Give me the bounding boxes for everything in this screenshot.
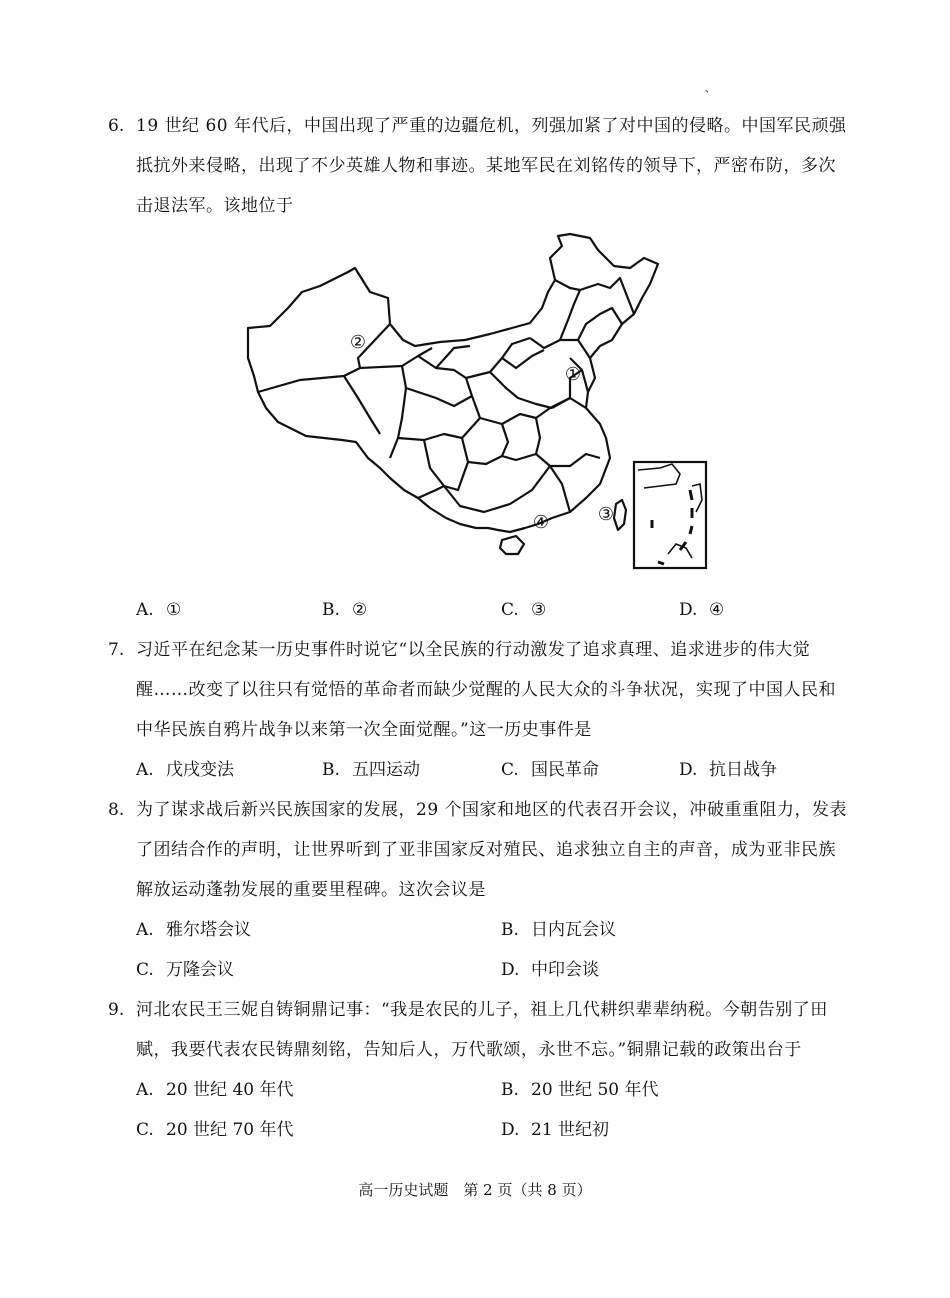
map-marker-4: ④ xyxy=(532,512,550,533)
option-d[interactable]: D. 抗日战争 xyxy=(679,760,777,780)
option-c[interactable]: C. 国民革命 xyxy=(501,760,599,780)
option-a[interactable]: A. 戊戌变法 xyxy=(136,760,234,780)
south-china-sea-inset xyxy=(634,462,706,568)
option-a[interactable]: A. 雅尔塔会议 xyxy=(136,920,251,940)
option-d[interactable]: D. ④ xyxy=(679,600,725,620)
question-stem: 河北农民王三妮自铸铜鼎记事：“我是农民的儿子，祖上几代耕织辈辈纳税。今朝告别了田赋，我要代表农民铸鼎刻铭，告知后人，万代歌颂，永世不忘。”铜鼎记载的政策出台于 xyxy=(136,1000,828,1060)
page-footer: 高一历史试题 第 2 页（共 8 页） xyxy=(358,1181,592,1199)
option-d[interactable]: D. 21 世纪初 xyxy=(501,1120,610,1140)
question-7 xyxy=(108,630,848,750)
question-number: 8. xyxy=(108,800,125,820)
option-a[interactable]: A. 20 世纪 40 年代 xyxy=(136,1080,294,1100)
option-c[interactable]: C. 万隆会议 xyxy=(136,960,234,980)
q9-options-row1 xyxy=(136,1070,856,1110)
question-stem: 19 世纪 60 年代后，中国出现了严重的边疆危机，列强加紧了对中国的侵略。中国军民顽强抵抗外来侵略，出现了不少英雄人物和事迹。某地军民在刘铭传的领导下，严密布防，多次击退法军。该地位于 xyxy=(136,116,847,216)
question-stem: 为了谋求战后新兴民族国家的发展，29 个国家和地区的代表召开会议，冲破重重阻力，发表了团结合作的声明，让世界听到了亚非国家反对殖民、追求独立自主的声音，成为亚非民族解放运动蓬勃发展的重要里程碑。这次会议是 xyxy=(136,800,848,900)
option-a[interactable]: A. ① xyxy=(136,600,182,620)
question-6 xyxy=(108,106,848,226)
option-b[interactable]: B. 日内瓦会议 xyxy=(501,920,616,940)
q8-options-row2 xyxy=(136,950,856,990)
option-b[interactable]: B. ② xyxy=(322,600,368,620)
question-number: 7. xyxy=(108,640,125,660)
taiwan-island xyxy=(614,500,626,530)
q8-options-row1 xyxy=(136,910,856,950)
china-outline-map xyxy=(240,228,710,573)
map-marker-1: ① xyxy=(564,364,582,385)
hainan-island xyxy=(500,536,524,554)
china-map-figure xyxy=(240,228,710,573)
corner-mark: 、 xyxy=(705,84,715,95)
q7-options xyxy=(136,750,856,790)
china-border xyxy=(248,234,658,532)
q9-options-row2 xyxy=(136,1110,856,1150)
option-b[interactable]: B. 20 世纪 50 年代 xyxy=(501,1080,659,1100)
option-c[interactable]: C. 20 世纪 70 年代 xyxy=(136,1120,294,1140)
option-c[interactable]: C. ③ xyxy=(501,600,547,620)
question-9 xyxy=(108,990,848,1070)
option-b[interactable]: B. 五四运动 xyxy=(322,760,420,780)
question-8 xyxy=(108,790,848,910)
q6-options xyxy=(136,590,856,630)
question-number: 6. xyxy=(108,116,125,136)
option-d[interactable]: D. 中印会谈 xyxy=(501,960,599,980)
question-number: 9. xyxy=(108,1000,125,1020)
map-marker-3: ③ xyxy=(597,504,615,525)
question-stem: 习近平在纪念某一历史事件时说它“以全民族的行动激发了追求真理、追求进步的伟大觉醒……改变了以往只有觉悟的革命者而缺少觉醒的人民大众的斗争状况，实现了中国人民和中华民族自鸦片战争以来第一次全面觉醒。”这一历史事件是 xyxy=(136,640,836,740)
map-marker-2: ② xyxy=(349,332,367,353)
